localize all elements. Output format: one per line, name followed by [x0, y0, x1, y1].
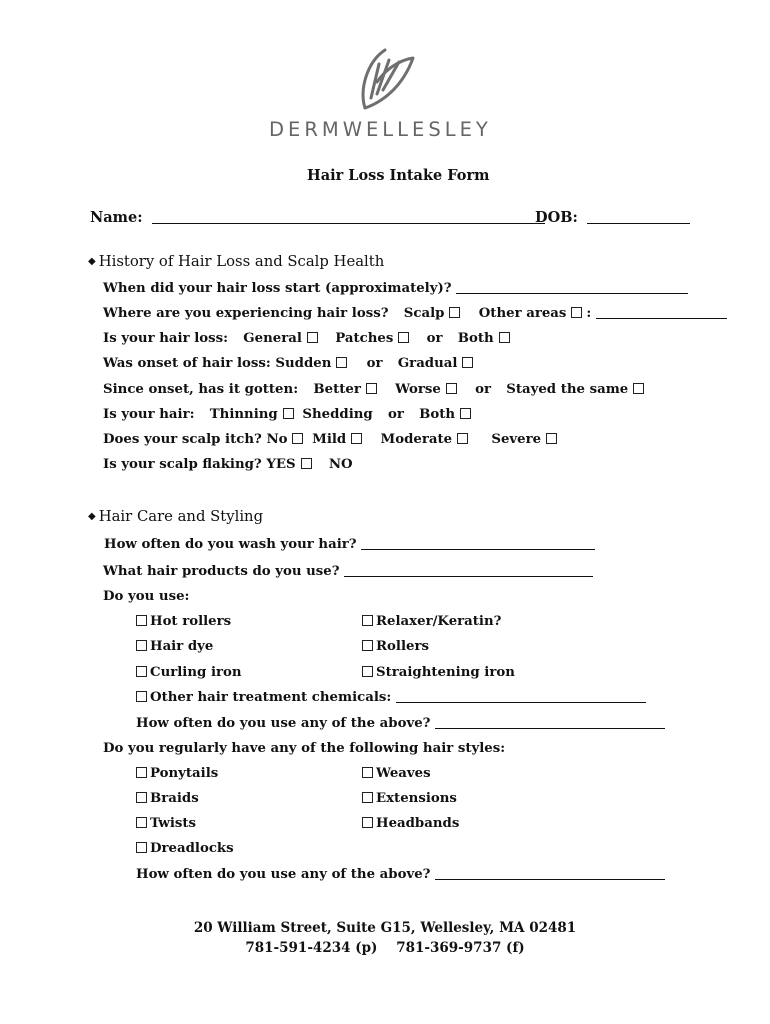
brand-logo	[355, 46, 417, 116]
use-item-label: Hot rollers	[150, 614, 232, 629]
opt-worse-label: Worse	[395, 382, 441, 397]
style-item-label: Extensions	[376, 791, 457, 806]
style-item-weaves	[362, 766, 431, 781]
leaf-logo-icon	[355, 46, 417, 112]
opt-stayed-label: Stayed the same	[506, 382, 629, 397]
twists-checkbox[interactable]	[136, 817, 147, 828]
q-since-label: Since onset, has it gotten:	[103, 382, 299, 397]
opt-moderate-label: Moderate	[380, 432, 453, 447]
opt-scalp-label: Scalp	[403, 306, 445, 321]
stayed-checkbox[interactable]	[633, 383, 644, 394]
sudden-checkbox[interactable]	[336, 357, 347, 368]
rollers-checkbox[interactable]	[362, 640, 373, 651]
section-history-heading	[88, 253, 384, 270]
opt-both-label: Both	[457, 331, 494, 346]
how-often-row-2	[136, 867, 665, 882]
section-haircare-title: Hair Care and Styling	[98, 508, 264, 525]
q-styles-label: Do you regularly have any of the following hair styles:	[103, 741, 506, 756]
q-products-label: What hair products do you use?	[103, 564, 340, 579]
both-checkbox[interactable]	[499, 332, 510, 343]
flaking-yes-checkbox[interactable]	[301, 458, 312, 469]
headbands-checkbox[interactable]	[362, 817, 373, 828]
q-products-field[interactable]	[344, 564, 593, 577]
footer-address: 20 William Street, Suite G15, Wellesley, MA 02481	[193, 920, 577, 936]
style-item-dreadlocks	[136, 841, 234, 856]
weaves-checkbox[interactable]	[362, 767, 373, 778]
section-haircare-heading	[88, 508, 263, 525]
use-item-label: Relaxer/Keratin?	[376, 614, 502, 629]
how-often-row	[136, 716, 665, 731]
use-item-rollers	[362, 639, 429, 654]
q-wash-field[interactable]	[361, 537, 595, 550]
braids-checkbox[interactable]	[136, 792, 147, 803]
opt-no-label: No	[266, 432, 288, 447]
q-onset-label: Was onset of hair loss:	[103, 356, 271, 371]
q-hair-row	[103, 407, 475, 422]
shedding-both-checkbox[interactable]	[460, 408, 471, 419]
use-item-curling-iron	[136, 665, 242, 680]
or-text: or	[388, 407, 404, 422]
use-item-label: Rollers	[376, 639, 429, 654]
opt-no-caps-label: NO	[328, 457, 353, 472]
dob-label: DOB:	[535, 209, 578, 226]
style-item-headbands	[362, 816, 459, 831]
other-areas-checkbox[interactable]	[571, 307, 582, 318]
q-use-label: Do you use:	[103, 589, 190, 604]
q-hair-label: Is your hair:	[103, 407, 195, 422]
or-text: or	[475, 382, 491, 397]
style-item-braids	[136, 791, 199, 806]
opt-patches-label: Patches	[335, 331, 394, 346]
itch-no-checkbox[interactable]	[292, 433, 303, 444]
dob-field[interactable]	[587, 211, 690, 224]
diamond-bullet-icon: ◆	[88, 511, 96, 522]
name-row	[90, 209, 545, 226]
general-checkbox[interactable]	[307, 332, 318, 343]
straightening-iron-checkbox[interactable]	[362, 666, 373, 677]
style-item-label: Weaves	[376, 766, 431, 781]
q-onset-row	[103, 356, 477, 371]
use-item-label: Curling iron	[150, 665, 242, 680]
opt-other-areas-label: Other areas	[478, 306, 567, 321]
better-checkbox[interactable]	[366, 383, 377, 394]
q-start-row	[103, 281, 688, 296]
relaxer-checkbox[interactable]	[362, 615, 373, 626]
q-flaking-label: Is your scalp flaking?	[103, 457, 262, 472]
use-item-hot-rollers	[136, 614, 231, 629]
itch-severe-checkbox[interactable]	[546, 433, 557, 444]
how-often-field-2[interactable]	[435, 867, 665, 880]
other-chemicals-field[interactable]	[396, 690, 646, 703]
use-item-hair-dye	[136, 639, 213, 654]
opt-shedding-label: Shedding	[302, 407, 373, 422]
form-title: Hair Loss Intake Form	[307, 167, 490, 184]
hot-rollers-checkbox[interactable]	[136, 615, 147, 626]
style-item-twists	[136, 816, 196, 831]
gradual-checkbox[interactable]	[462, 357, 473, 368]
extensions-checkbox[interactable]	[362, 792, 373, 803]
diamond-bullet-icon: ◆	[88, 256, 96, 267]
q-where-label: Where are you experiencing hair loss?	[103, 306, 389, 321]
name-label: Name:	[90, 209, 143, 226]
how-often-field[interactable]	[435, 716, 665, 729]
style-item-label: Dreadlocks	[150, 841, 234, 856]
q-start-field[interactable]	[456, 281, 688, 294]
other-chemicals-label: Other hair treatment chemicals:	[150, 690, 392, 705]
opt-better-label: Better	[313, 382, 361, 397]
use-item-label: Straightening iron	[376, 665, 515, 680]
or-text: or	[366, 356, 383, 371]
opt-thinning-label: Thinning	[209, 407, 278, 422]
opt-general-label: General	[243, 331, 302, 346]
opt-both-label: Both	[419, 407, 456, 422]
name-field[interactable]	[152, 211, 545, 224]
q-itch-label: Does your scalp itch?	[103, 432, 262, 447]
or-text: or	[426, 331, 443, 346]
q-since-row	[103, 382, 648, 397]
worse-checkbox[interactable]	[446, 383, 457, 394]
style-item-label: Ponytails	[150, 766, 219, 781]
style-item-label: Twists	[150, 816, 197, 831]
q-wash-label: How often do you wash your hair?	[104, 537, 357, 552]
q-loss-row	[103, 331, 514, 346]
opt-severe-label: Severe	[491, 432, 542, 447]
q-wash-row	[104, 537, 595, 552]
q-flaking-row	[103, 457, 353, 472]
q-itch-row	[103, 432, 561, 447]
use-item-straightening-iron	[362, 665, 515, 680]
opt-mild-label: Mild	[312, 432, 347, 447]
other-chemicals-checkbox[interactable]	[136, 691, 147, 702]
brand-name: DERMWELLESLEY	[269, 118, 492, 141]
hair-dye-checkbox[interactable]	[136, 640, 147, 651]
how-often-label: How often do you use any of the above?	[136, 716, 431, 731]
curling-iron-checkbox[interactable]	[136, 666, 147, 677]
style-item-label: Braids	[150, 791, 199, 806]
patches-checkbox[interactable]	[398, 332, 409, 343]
section-history-title: History of Hair Loss and Scalp Health	[98, 253, 385, 270]
scalp-checkbox[interactable]	[449, 307, 460, 318]
how-often-label-2: How often do you use any of the above?	[136, 867, 431, 882]
opt-yes-label: YES	[266, 457, 296, 472]
use-item-relaxer	[362, 614, 501, 629]
itch-moderate-checkbox[interactable]	[457, 433, 468, 444]
colon: :	[586, 306, 592, 321]
thinning-checkbox[interactable]	[283, 408, 294, 419]
q-where-row	[103, 306, 727, 321]
other-areas-field[interactable]	[596, 306, 727, 319]
q-start-label: When did your hair loss start (approximately)?	[103, 281, 452, 296]
style-item-label: Headbands	[376, 816, 460, 831]
itch-mild-checkbox[interactable]	[351, 433, 362, 444]
style-item-extensions	[362, 791, 457, 806]
q-loss-label: Is your hair loss:	[103, 331, 229, 346]
opt-gradual-label: Gradual	[397, 356, 458, 371]
dreadlocks-checkbox[interactable]	[136, 842, 147, 853]
other-chemicals-row	[136, 690, 646, 705]
footer-phones: 781-591-4234 (p) 781-369-9737 (f)	[245, 940, 525, 956]
ponytails-checkbox[interactable]	[136, 767, 147, 778]
opt-sudden-label: Sudden	[275, 356, 332, 371]
style-item-ponytails	[136, 766, 218, 781]
use-item-label: Hair dye	[150, 639, 214, 654]
q-products-row	[103, 564, 593, 579]
dob-row	[535, 209, 690, 226]
